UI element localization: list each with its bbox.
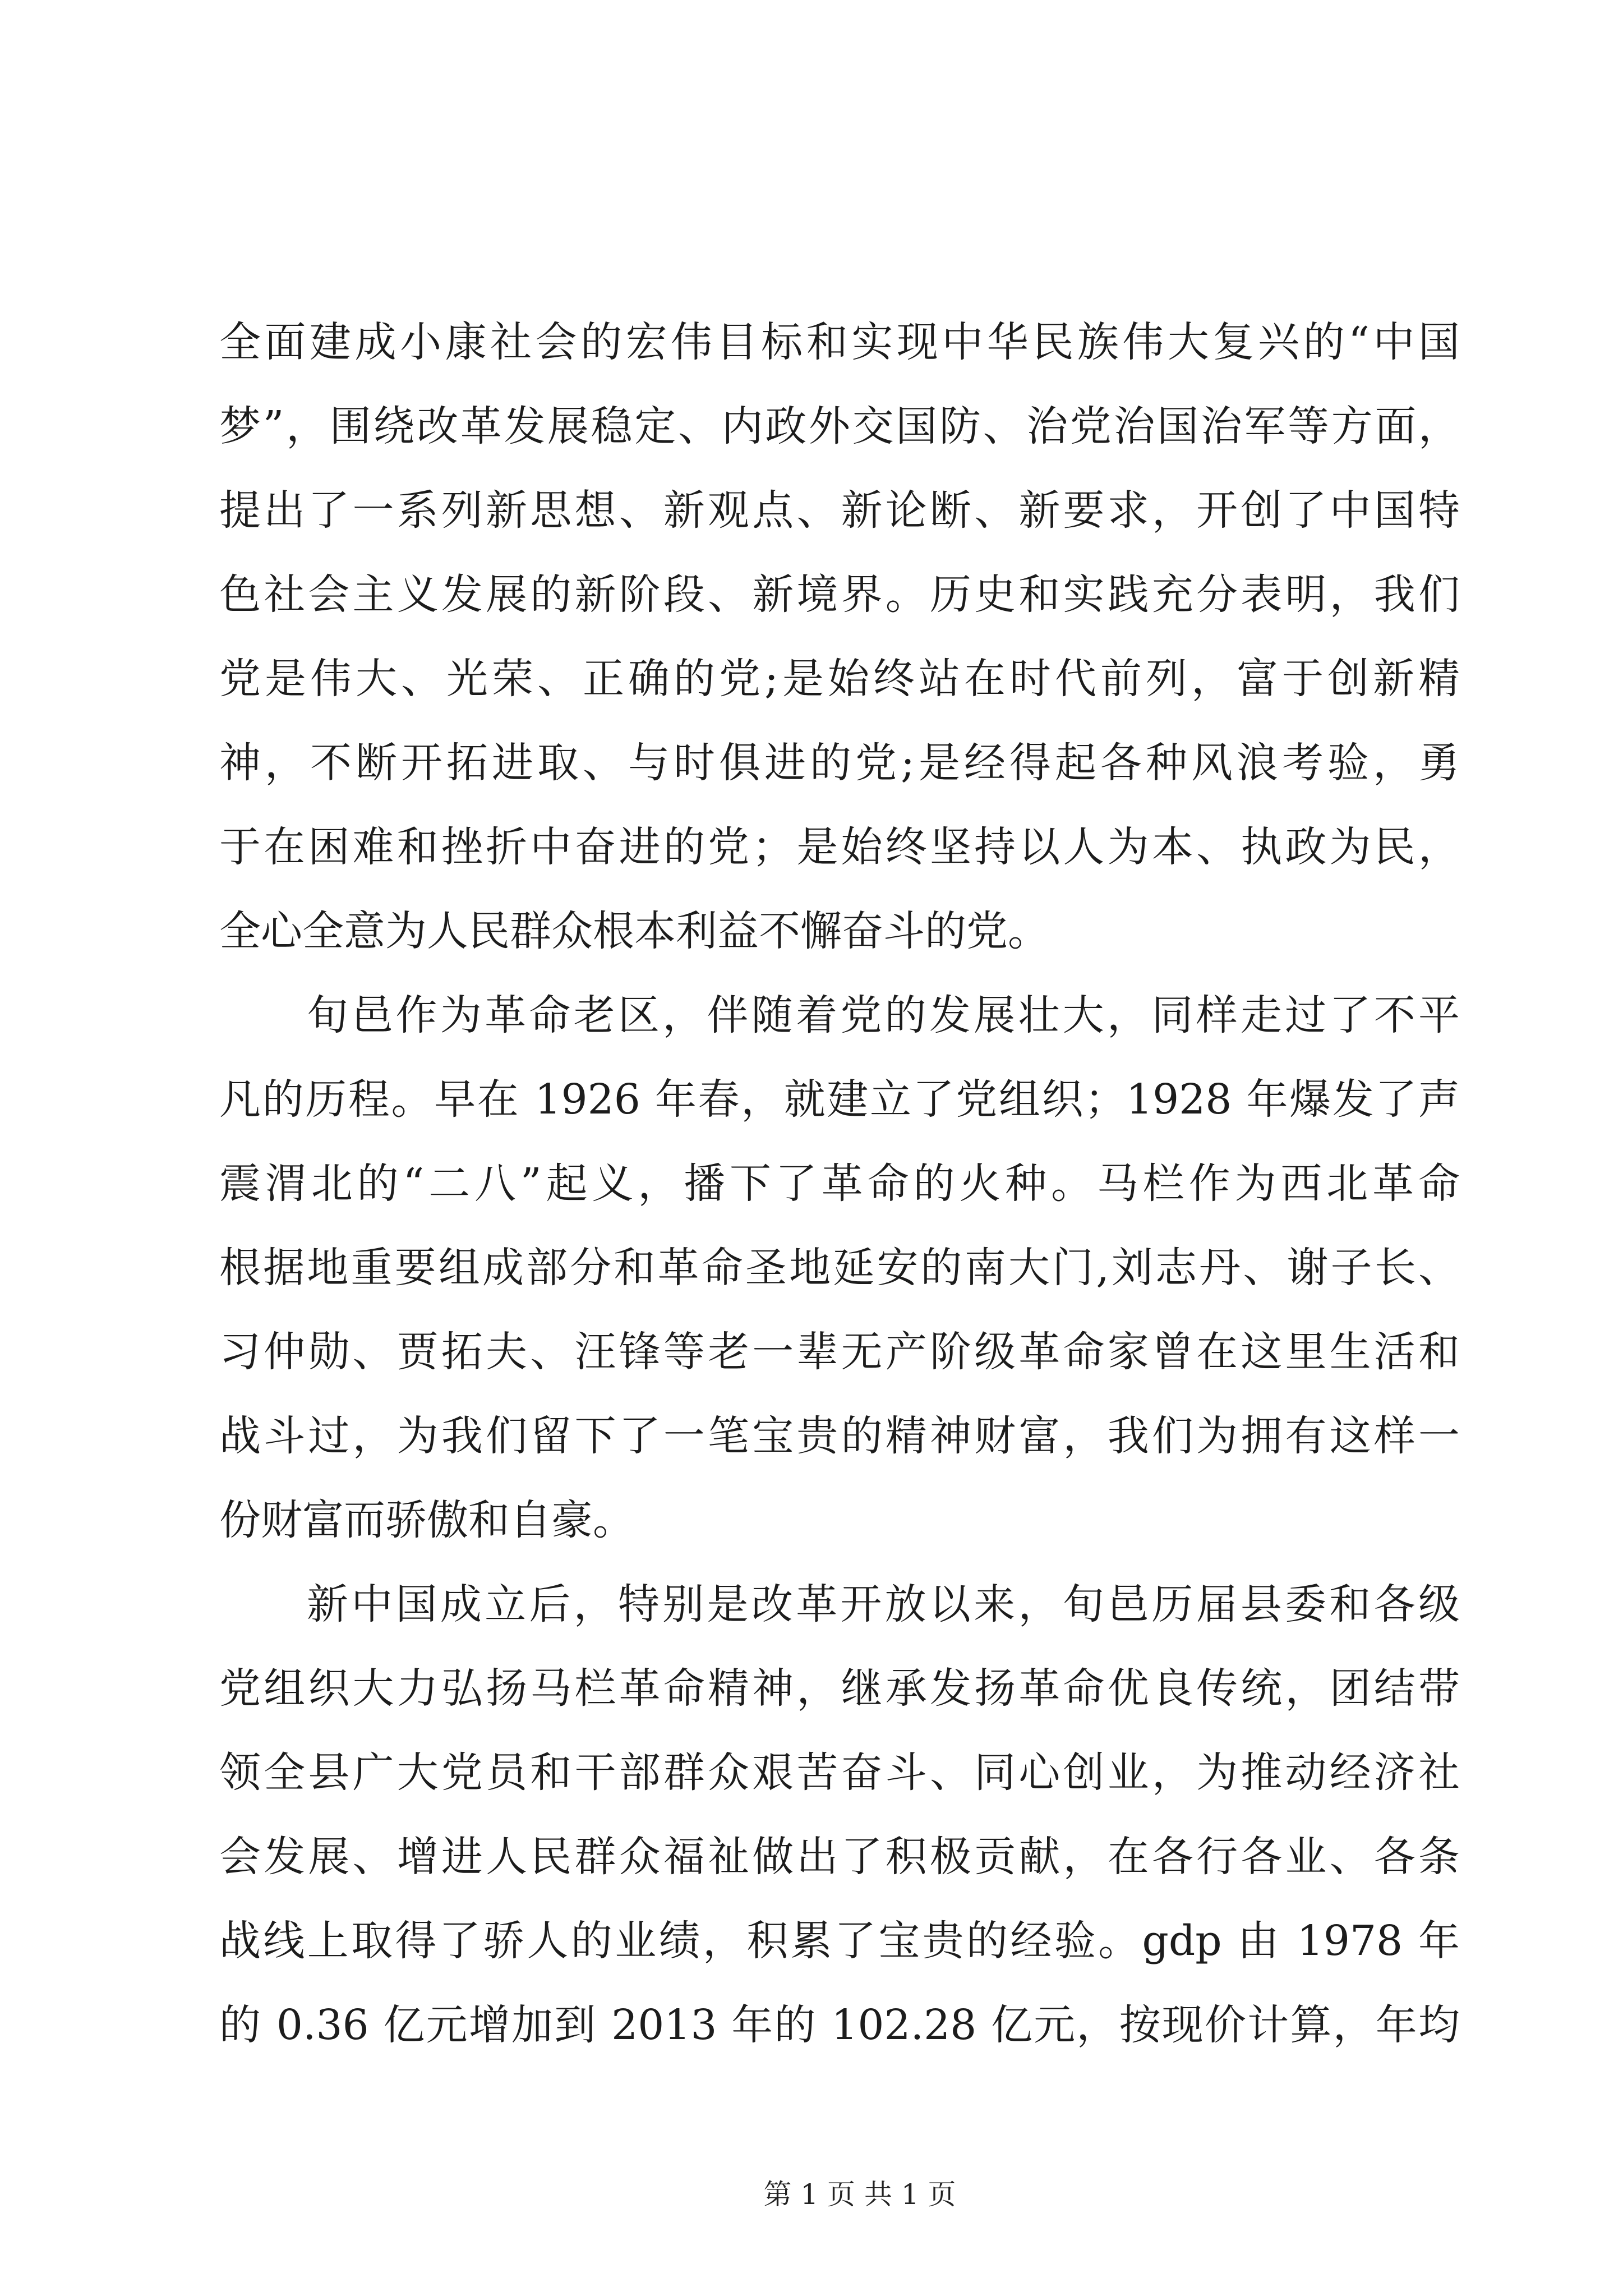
text-line: 于在困难和挫折中奋进的党；是始终坚持以人为本、执政为民， <box>219 823 1460 871</box>
text-line: 全面建成小康社会的宏伟目标和实现中华民族伟大复兴的“中国 <box>219 318 1460 366</box>
text-line: 战线上取得了骄人的业绩，积累了宝贵的经验。gdp 由 1978 年 <box>219 1917 1460 1965</box>
text-line: 神，不断开拓进取、与时俱进的党;是经得起各种风浪考验，勇 <box>219 739 1460 787</box>
body-text <box>219 300 1460 2067</box>
text-line: 梦”，围绕改革发展稳定、内政外交国防、治党治国治军等方面， <box>219 402 1460 450</box>
text-line: 份财富而骄傲和自豪。 <box>219 1496 634 1544</box>
text-line: 习仲勋、贾拓夫、汪锋等老一辈无产阶级革命家曾在这里生活和 <box>219 1328 1460 1376</box>
text-line: 全心全意为人民群众根本利益不懈奋斗的党。 <box>219 907 1049 955</box>
text-line: 党组织大力弘扬马栏革命精神，继承发扬革命优良传统，团结带 <box>219 1664 1460 1713</box>
text-line: 战斗过，为我们留下了一笔宝贵的精神财富，我们为拥有这样一 <box>219 1412 1460 1460</box>
text-line: 的 0.36 亿元增加到 2013 年的 102.28 亿元，按现价计算，年均 <box>219 2001 1460 2049</box>
text-line: 震渭北的“二八”起义，播下了革命的火种。马栏作为西北革命 <box>219 1159 1460 1208</box>
paragraph <box>219 973 1460 1562</box>
text-line: 旬邑作为革命老区，伴随着党的发展壮大，同样走过了不平 <box>307 991 1460 1039</box>
paragraph <box>219 300 1460 973</box>
text-line: 党是伟大、光荣、正确的党;是始终站在时代前列，富于创新精 <box>219 655 1460 703</box>
text-line: 提出了一系列新思想、新观点、新论断、新要求，开创了中国特 <box>219 486 1460 535</box>
text-line: 领全县广大党员和干部群众艰苦奋斗、同心创业，为推动经济社 <box>219 1749 1460 1797</box>
page-footer-page-number: 第 1 页 共 1 页 <box>763 2178 956 2211</box>
paragraph <box>219 1562 1460 2067</box>
text-line: 根据地重要组成部分和革命圣地延安的南大门,刘志丹、谢子长、 <box>219 1244 1460 1292</box>
text-line: 色社会主义发展的新阶段、新境界。历史和实践充分表明，我们 <box>219 570 1460 619</box>
text-line: 凡的历程。早在 1926 年春，就建立了党组织；1928 年爆发了声 <box>219 1075 1460 1124</box>
text-line: 新中国成立后，特别是改革开放以来，旬邑历届县委和各级 <box>307 1580 1460 1628</box>
text-line: 会发展、增进人民群众福祉做出了积极贡献，在各行各业、各条 <box>219 1833 1460 1881</box>
